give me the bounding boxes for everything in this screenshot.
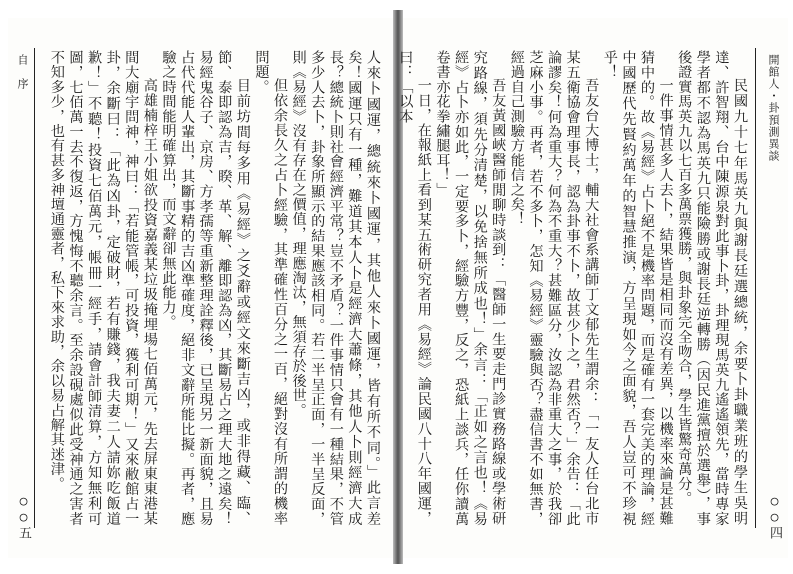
left-paragraph: 但依余長久之占卜經驗，其準確性百分之一百，絕對沒有所謂的機率問題。 bbox=[253, 50, 289, 526]
left-page-number: ○○五 bbox=[16, 494, 31, 540]
right-paragraph: 吾友黃國峽醫師閒聊時談到：「醫師一生要走門診實務路線或學術研究路線，須先分清楚，以免捨無所成也！」余言：「正如之言也！《易經》占卜亦如此，一定要多卜，經驗方豐，反之，恐紙上談兵，任你讀萬卷書亦花拳繡腿耳！」 bbox=[434, 50, 507, 526]
right-paragraph: 一件事情甚多人去卜，結果皆是相同而沒有差異，以機率來論是甚難猜中的。故《易經》占卜絕不是機率問題，而是確有一套完美的理論，經中國歷代先賢約萬年的智慧推演，方呈現如今之面貌，吾人豈可不珍視乎！ bbox=[601, 50, 674, 526]
left-page bbox=[8, 18, 393, 558]
right-page-number: ○○四 bbox=[767, 494, 782, 540]
right-page bbox=[397, 18, 788, 558]
left-running-head: 自 序 bbox=[16, 54, 29, 90]
left-page-margin-rule bbox=[34, 48, 35, 528]
left-paragraph: 高雄楠梓王小姐欲投資嘉義某垃圾掩埋場七佰萬元，先去屏東東港某間大廟宇問神，神曰：「若能管帳，可投資，獲利可期！」又來敝館占一卦，余斷曰：「此為凶卦，定破財，若有賺錢，我夫妻二人請妳吃飯道歉！」不聽！投資七佰萬元，帳冊一經手，請會計師清算，方知無利可圖，七佰萬一去不復返，方愧悔不聽余言。至余設硯處似此受神通之害者不知多少，也有甚多神壇通靈者，私下來求助，余以易占解其迷津。 bbox=[48, 50, 158, 526]
left-paragraph: 目前坊間每多用《易經》之爻辭或經文來斷吉凶，或非得藏、臨、節、泰即認為吉，睽、革、解、離即認為凶，其斷易占之理大地之遠矣！易經鬼谷子、京房、方孝孺等重新整理詮釋後，已呈現另一新面貌，且易占代代能人輩出，其斷事精的吉凶準確度，絕非文辭所能比擬。再者，應驗之時間能明確算出，而文辭卻無此能力。 bbox=[160, 50, 251, 526]
right-paragraph: 一日，在報紙上看到某五術研究者用《易經》論民國八十八年國運，曰：「以本 bbox=[397, 50, 432, 526]
left-paragraph: 人來卜國運，總統來卜國運，其他人來卜國運，皆有所不同。」此言差矣！國運只有一種，難道其本人卜是經濟大蕭條，其他人卜則經濟大成長？總統卜則社會經濟平常？豈不矛盾？一件事情只會有一種結果，不管多少人去卜，卦象所顯示的結果應該相同。若二半呈正面，一半呈反面，則《易經》沒有存在之價值，理應淘汰，無須存於後世。 bbox=[290, 50, 381, 526]
right-body-text bbox=[397, 50, 749, 526]
right-page-margin-rule bbox=[755, 48, 756, 528]
right-paragraph: 吾友台大博士，輔大社會系講師丁文郁先生謂余：「一友人任台北市某五衛協會理事長，認為卦事不卜，故甚少卜之，君然否？」余告：「此論謬矣！何為重大？何為不重大？甚難區分，汝認為非重大之事，於我卻芝麻小事。再者，若不多卜，怎知《易經》靈驗與否？盡信書不如無書，經過自己測驗方能信之矣！ bbox=[508, 50, 600, 526]
right-running-head: 開館人・卦預測異談 bbox=[767, 54, 780, 162]
left-body-text bbox=[42, 50, 382, 526]
right-paragraph: 民國九十七年馬英九與謝長廷選總統，余要卜卦職業班的學生吳明達、許智翔、台中陳源泉對此事卜卦，卦理現馬英九遙遙領先，當時專家學者都不認為馬英九只能險勝或謝長廷逆轉勝（因民進黨擅於選舉），事後證實馬英九以七百多萬票獲勝，與卦象完全吻合，學生皆驚奇萬分。 bbox=[676, 50, 748, 526]
